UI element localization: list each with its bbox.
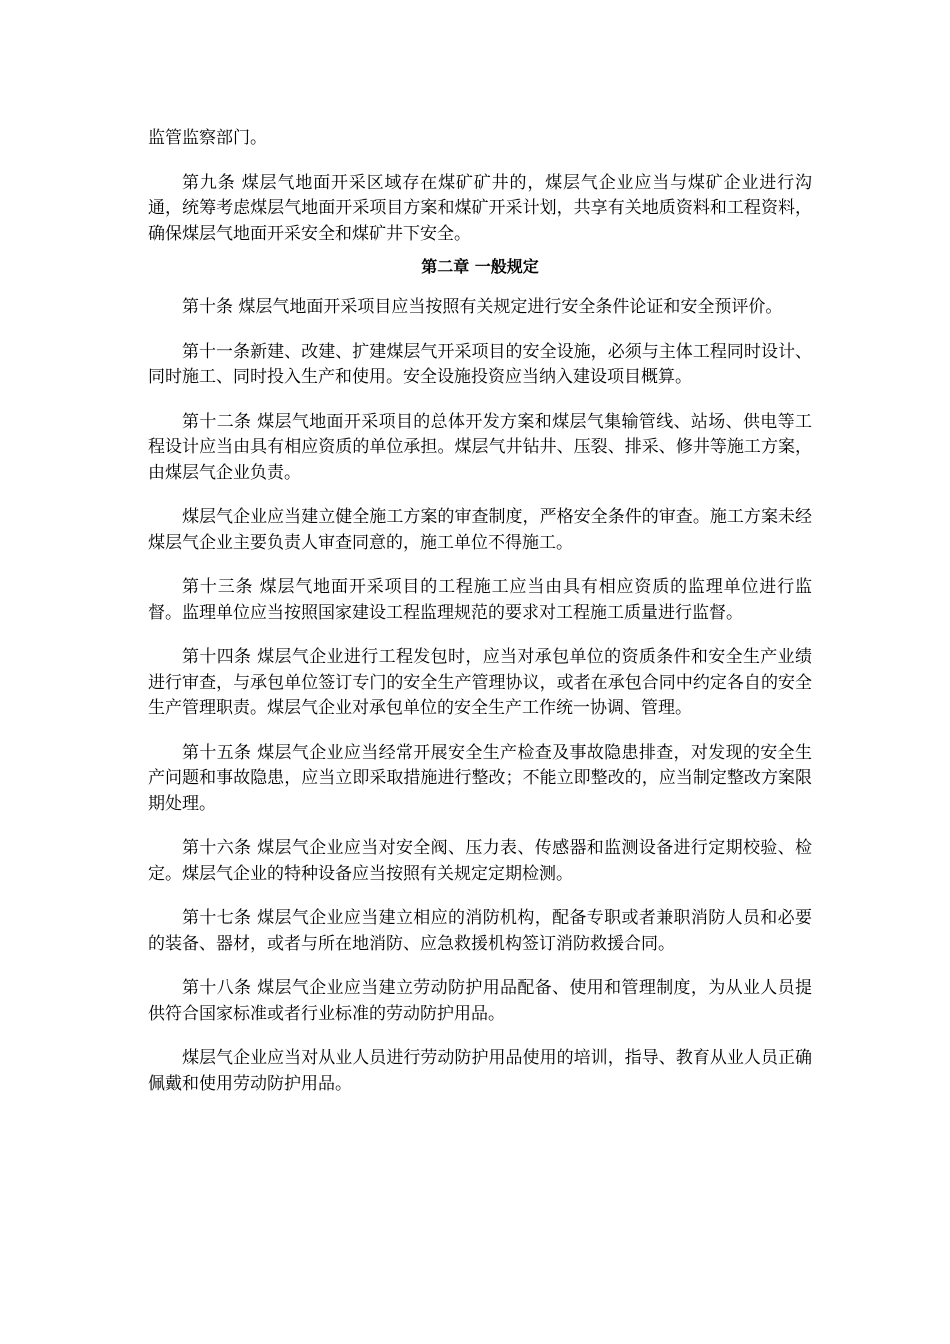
article-17: 第十七条 煤层气企业应当建立相应的消防机构，配备专职或者兼职消防人员和必要的装备、器材，或者与所在地消防、应急救援机构签订消防救援合同。 <box>148 908 812 954</box>
article-12: 第十二条 煤层气地面开采项目的总体开发方案和煤层气集输管线、站场、供电等工程设计应当由具有相应资质的单位承担。煤层气井钻井、压裂、排采、修井等施工方案，由煤层气企业负责。 <box>148 411 812 483</box>
paragraph-continuation: 监管监察部门。 <box>148 128 267 148</box>
article-16: 第十六条 煤层气企业应当对安全阀、压力表、传感器和监测设备进行定期校验、检定。煤层气企业的特种设备应当按照有关规定定期检测。 <box>148 838 812 884</box>
chapter-heading: 第二章 一般规定 <box>421 257 539 276</box>
article-9: 第九条 煤层气地面开采区域存在煤矿矿井的，煤层气企业应当与煤矿企业进行沟通，统筹考虑煤层气地面开采项目方案和煤矿开采计划，共享有关地质资料和工程资料，确保煤层气地面开采安全和煤矿井下安全。 <box>148 172 812 244</box>
article-18-supplement: 煤层气企业应当对从业人员进行劳动防护用品使用的培训，指导、教育从业人员正确佩戴和使用劳动防护用品。 <box>148 1048 812 1094</box>
article-14: 第十四条 煤层气企业进行工程发包时，应当对承包单位的资质条件和安全生产业绩进行审查，与承包单位签订专门的安全生产管理协议，或者在承包合同中约定各自的安全生产管理职责。煤层气企业对承包单位的安全生产工作统一协调、管理。 <box>148 647 812 718</box>
article-10: 第十条 煤层气地面开采项目应当按照有关规定进行安全条件论证和安全预评价。 <box>182 297 783 317</box>
article-12-supplement: 煤层气企业应当建立健全施工方案的审查制度，严格安全条件的审查。施工方案未经煤层气企业主要负责人审查同意的，施工单位不得施工。 <box>148 507 812 553</box>
article-11: 第十一条新建、改建、扩建煤层气开采项目的安全设施，必须与主体工程同时设计、同时施工、同时投入生产和使用。安全设施投资应当纳入建设项目概算。 <box>148 341 812 387</box>
article-13: 第十三条 煤层气地面开采项目的工程施工应当由具有相应资质的监理单位进行监督。监理单位应当按照国家建设工程监理规范的要求对工程施工质量进行监督。 <box>148 577 812 623</box>
document-body <box>148 126 812 1116</box>
article-15: 第十五条 煤层气企业应当经常开展安全生产检查及事故隐患排查，对发现的安全生产问题和事故隐患，应当立即采取措施进行整改；不能立即整改的，应当制定整改方案限期处理。 <box>148 742 812 814</box>
article-18: 第十八条 煤层气企业应当建立劳动防护用品配备、使用和管理制度，为从业人员提供符合国家标准或者行业标准的劳动防护用品。 <box>148 978 812 1024</box>
